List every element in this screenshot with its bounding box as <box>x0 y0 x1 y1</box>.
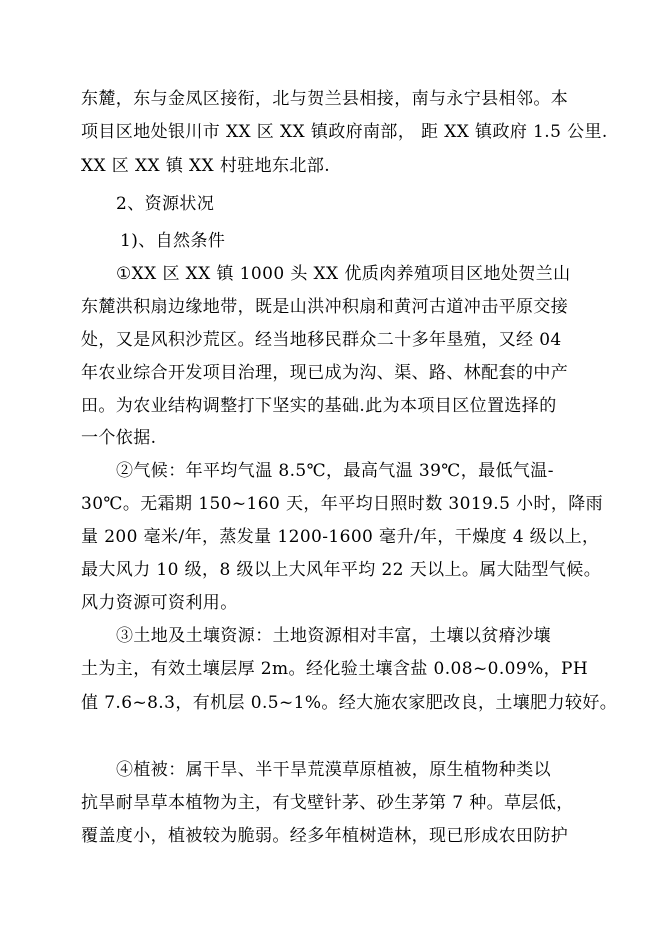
subsection-heading: 1)、自然条件 <box>120 231 226 251</box>
text-line: 项目区地处银川市 XX 区 XX 镇政府南部， 距 XX 镇政府 1.5 公里. <box>81 122 608 142</box>
text-line: 东麓洪积扇边缘地带，既是山洪冲积扇和黄河古道冲击平原交接 <box>81 297 569 317</box>
text-line: 量 200 毫米/年，蒸发量 1200-1600 毫升/年，干燥度 4 级以上， <box>81 527 600 547</box>
text-line: XX 区 XX 镇 XX 村驻地东北部. <box>81 156 331 176</box>
text-line: 年农业综合开发项目治理，现已成为沟、渠、路、林配套的中产 <box>81 363 569 383</box>
text-line: ③土地及土壤资源：土地资源相对丰富，土壤以贫瘠沙壤 <box>116 626 551 646</box>
text-line: ②气候：年平均气温 8.5℃，最高气温 39℃，最低气温- <box>116 461 554 481</box>
text-line: 田。为农业结构调整打下坚实的基础.此为本项目区位置选择的 <box>81 396 557 416</box>
text-line: ①XX 区 XX 镇 1000 头 XX 优质肉养殖项目区地处贺兰山 <box>116 264 571 284</box>
section-heading: 2、资源状况 <box>116 194 215 214</box>
text-line: 覆盖度小，植被较为脆弱。经多年植树造林，现已形成农田防护 <box>81 826 569 846</box>
text-line: ④植被：属干旱、半干旱荒漠草原植被，原生植物种类以 <box>116 760 551 780</box>
text-line: 抗旱耐旱草本植物为主，有戈壁针茅、砂生茅第 7 种。草层低， <box>81 793 574 813</box>
text-line: 土为主，有效土壤层厚 2m。经化验土壤含盐 0.08~0.09%，PH <box>81 659 589 679</box>
text-line: 最大风力 10 级，8 级以上大风年平均 22 天以上。属大陆型气候。 <box>81 560 602 580</box>
text-line: 一个依据. <box>81 428 157 448</box>
text-line: 处，又是风积沙荒区。经当地移民群众二十多年垦殖，又经 04 <box>81 330 562 350</box>
text-line: 东麓，东与金凤区接衔，北与贺兰县相接，南与永宁县相邻。本 <box>81 89 569 109</box>
text-line: 值 7.6~8.3，有机层 0.5~1%。经大施农家肥改良，土壤肥力较好。 <box>81 693 618 713</box>
text-line: 30℃。无霜期 150~160 天，年平均日照时数 3019.5 小时，降雨 <box>81 494 604 514</box>
text-line: 风力资源可资利用。 <box>81 593 238 613</box>
